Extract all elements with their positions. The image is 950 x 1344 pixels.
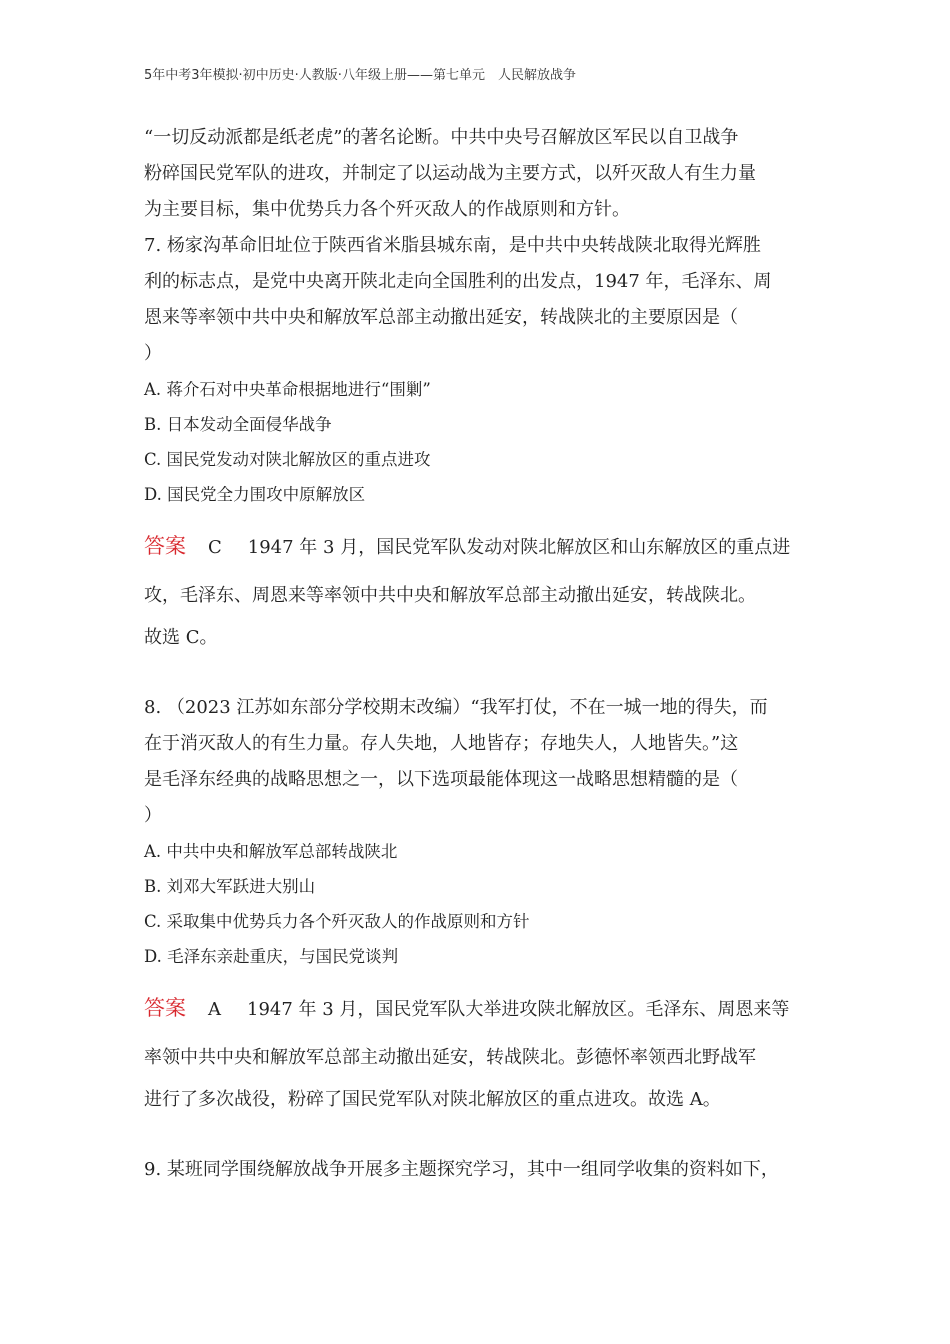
question-stem-line: 7. 杨家沟革命旧址位于陕西省米脂县城东南，是中共中央转战陕北取得光辉胜	[144, 235, 761, 256]
question-stem-line: ）	[144, 805, 162, 826]
option-d: D. 毛泽东亲赴重庆，与国民党谈判	[144, 947, 399, 966]
question-7	[144, 228, 824, 656]
answer-label: 答案	[144, 534, 186, 558]
question-stem-line: 在于消灭敌人的有生力量。存人失地，人地皆存；存地失人，人地皆失。”这	[144, 733, 739, 754]
option-b: B. 日本发动全面侵华战争	[144, 415, 332, 434]
answer-line	[144, 522, 824, 572]
option-b: B. 刘邓大军跃进大别山	[144, 877, 316, 896]
option-c: C. 国民党发动对陕北解放区的重点进攻	[144, 450, 431, 469]
answer-text: 1947 年 3 月，国民党军队大举进攻陕北解放区。毛泽东、周恩来等	[247, 999, 790, 1020]
answer-line: 率领中共中央和解放军总部主动撤出延安，转战陕北。彭德怀率领西北野战军	[144, 1047, 756, 1068]
answer-letter: A	[208, 999, 221, 1020]
answer-line: 故选 C。	[144, 627, 218, 648]
option-d: D. 国民党全力围攻中原解放区	[144, 485, 366, 504]
answer-line: 进行了多次战役，粉碎了国民党军队对陕北解放区的重点进攻。故选 A。	[144, 1089, 721, 1110]
intro-paragraph	[144, 120, 824, 228]
question-stem-line: ）	[144, 343, 162, 364]
text-line: 为主要目标，集中优势兵力各个歼灭敌人的作战原则和方针。	[144, 199, 630, 220]
question-stem-line: 9. 某班同学围绕解放战争开展多主题探究学习，其中一组同学收集的资料如下，	[144, 1159, 779, 1180]
answer-line: 攻，毛泽东、周恩来等率领中共中央和解放军总部主动撤出延安，转战陕北。	[144, 585, 756, 606]
question-9	[144, 1152, 824, 1188]
option-a: A. 中共中央和解放军总部转战陕北	[144, 842, 398, 861]
answer-label: 答案	[144, 996, 186, 1020]
question-stem-line: 8. （2023 江苏如东部分学校期末改编）“我军打仗，不在一城一地的得失，而	[144, 697, 768, 718]
answer-line	[144, 984, 824, 1034]
question-stem-line: 恩来等率领中共中央和解放军总部主动撤出延安，转战陕北的主要原因是（	[144, 307, 738, 328]
option-a: A. 蒋介石对中央革命根据地进行“围剿”	[144, 380, 431, 399]
question-stem-line: 利的标志点，是党中央离开陕北走向全国胜利的出发点，1947 年，毛泽东、周	[144, 271, 772, 292]
answer-text: 1947 年 3 月，国民党军队发动对陕北解放区和山东解放区的重点进	[247, 537, 791, 558]
question-stem-line: 是毛泽东经典的战略思想之一，以下选项最能体现这一战略思想精髓的是（	[144, 769, 738, 790]
question-8	[144, 690, 824, 1118]
answer-block	[144, 984, 824, 1118]
option-c: C. 采取集中优势兵力各个歼灭敌人的作战原则和方针	[144, 912, 530, 931]
answer-letter: C	[208, 537, 222, 558]
answer-block	[144, 522, 824, 656]
page-header: 5年中考3年模拟·初中历史·人教版·八年级上册——第七单元 人民解放战争	[144, 68, 576, 83]
text-line: 粉碎国民党军队的进攻，并制定了以运动战为主要方式，以歼灭敌人有生力量	[144, 163, 756, 184]
page-content	[144, 120, 824, 1188]
text-line: “一切反动派都是纸老虎”的著名论断。中共中央号召解放区军民以自卫战争	[144, 127, 739, 148]
